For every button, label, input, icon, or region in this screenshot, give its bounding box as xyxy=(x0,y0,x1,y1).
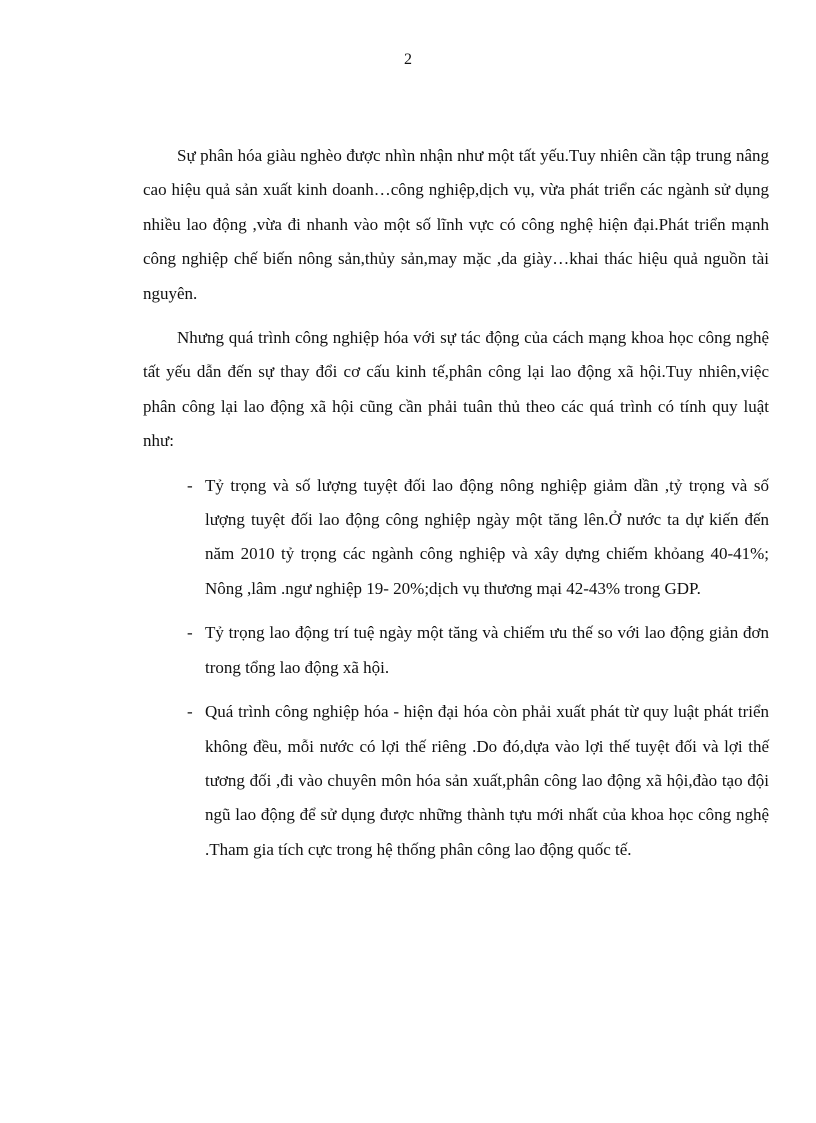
paragraph-intro: Sự phân hóa giàu nghèo được nhìn nhận như một tất yếu.Tuy nhiên cần tập trung nâng cao hiệu quả sản xuất kinh doanh…công nghiệp,dịch vụ, vừa phát triển các ngành sử dụng nhiều lao động ,vừa đi nhanh vào một số lĩnh vực có công nghệ hiện đại.Phát triển mạnh công nghiệp chế biến nông sản,thủy sản,may mặc ,da giày…khai thác hiệu quả nguồn tài nguyên. xyxy=(143,146,769,303)
list-item-text: Tỷ trọng lao động trí tuệ ngày một tăng và chiếm ưu thế so với lao động giản đơn trong tổng lao động xã hội. xyxy=(205,623,769,677)
list-item-text: Tỷ trọng và số lượng tuyệt đối lao động nông nghiệp giảm dần ,tỷ trọng và số lượng tuyệt đối lao động công nghiệp ngày một tăng lên.Ở nước ta dự kiến đến năm 2010 tỷ trọng các ngành công nghiệp và xây dựng chiếm khỏang 40-41%; Nông ,lâm .ngư nghiệp 19- 20%;dịch vụ thương mại 42-43% trong GDP. xyxy=(205,475,769,598)
list-item xyxy=(143,469,769,607)
list-item xyxy=(143,616,769,685)
bullet-dash: - xyxy=(187,702,193,722)
bullet-list xyxy=(143,469,769,867)
paragraph-industrialization: Nhưng quá trình công nghiệp hóa với sự tác động của cách mạng khoa học công nghệ tất yếu dẫn đến sự thay đổi cơ cấu kinh tế,phân công lại lao động xã hội.Tuy nhiên,việc phân công lại lao động xã hội cũng cần phải tuân thủ theo các quá trình có tính quy luật như: xyxy=(143,328,769,451)
document-body xyxy=(143,139,769,877)
bullet-dash: - xyxy=(187,475,193,495)
list-item-text: Quá trình công nghiệp hóa - hiện đại hóa còn phải xuất phát từ quy luật phát triển không đều, mỗi nước có lợi thế riêng .Do đó,dựa vào lợi thế tuyệt đối và lợi thế tương đối ,đi vào chuyên môn hóa sản xuất,phân công lao động xã hội,đào tạo đội ngũ lao động để sử dụng được những thành tựu mới nhất của khoa học công nghệ .Tham gia tích cực trong hệ thống phân công lao động quốc tế. xyxy=(205,702,769,859)
bullet-dash: - xyxy=(187,623,193,643)
list-item xyxy=(143,695,769,867)
page-number: 2 xyxy=(404,51,412,68)
